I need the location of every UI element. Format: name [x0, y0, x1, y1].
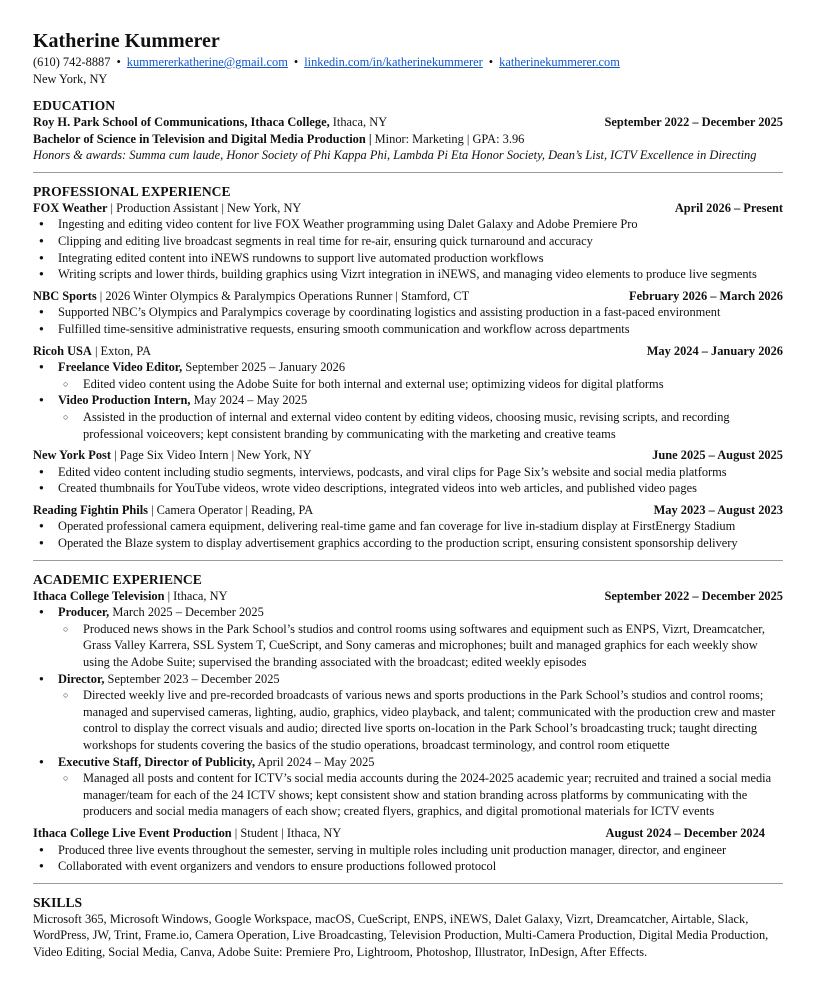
org-name: New York Post: [33, 448, 112, 463]
sub-bullet: ○ Managed all posts and content for ICTV’s social media accounts during the 2024-2025 academic year; recruited and trained a social media manager/team for each of the 24 ICTV shows; kept consistent show and station branding across platforms by communicating with the producers and social media managers of each show; created flyers, graphics, and digital promotional materials for ICTV events: [33, 770, 783, 820]
sub-bullet: ○ Directed weekly live and pre-recorded broadcasts of various news and sports productions in the Park School’s studios and control rooms; managed and supervised cameras, lighting, audio, graphics, video playback, and talent; communicated with the production crew and master control to display the correct visuals and audio; directed live sports on-location in the Park School’s broadcasting truck; taught directing workshops for students covering the basics of the studio operations, broadcast terminology, and control room etiquette: [33, 687, 783, 753]
job-details: | Page Six Video Intern | New York, NY: [111, 448, 312, 463]
bullet: ● Ingesting and editing video content for live FOX Weather programming using Dalet Galaxy and Adobe Premiere Pro: [33, 216, 783, 233]
bullet: ● Operated professional camera equipment, delivering real-time game and fan coverage for live in-stadium display at FirstEnergy Stadium: [33, 518, 783, 535]
org-name: FOX Weather: [33, 200, 108, 215]
job-ricoh: [33, 343, 783, 443]
degree: Bachelor of Science in Television and Digital Media Production |: [33, 131, 372, 146]
bullet: ● Supported NBC’s Olympics and Paralympics coverage by coordinating logistics and assisting production in a fast-paced environment: [33, 304, 783, 321]
bullet: ● Collaborated with event organizers and vendors to ensure productions followed protocol: [33, 858, 783, 875]
job-details: | Camera Operator | Reading, PA: [147, 502, 314, 517]
bullet: ● Clipping and editing live broadcast segments in real time for re-air, ensuring quick turnaround and accuracy: [33, 233, 783, 250]
candidate-name: Katherine Kummerer: [33, 30, 220, 52]
role: [33, 392, 783, 409]
job-details: | Student | Ithaca, NY: [231, 825, 342, 840]
job-dates: May 2024 – January 2026: [646, 343, 783, 358]
separator: •: [116, 55, 121, 69]
job-phils: [33, 502, 783, 552]
divider: [33, 560, 783, 561]
degree-row: [33, 131, 783, 148]
professional-heading: PROFESSIONAL EXPERIENCE: [33, 183, 231, 199]
job-ictv: [33, 588, 783, 820]
location: New York, NY: [33, 71, 108, 86]
role: [33, 604, 783, 621]
job-dates: May 2023 – August 2023: [653, 502, 783, 517]
sub-bullet: ○ Produced news shows in the Park School’s studios and control rooms using softwares and equipment such as ENPS, Vizrt, Dreamcatcher, Grass Valley Karrera, SSL System T, CueScript, and Sony cameras and microphones; built and managed graphics for each weekly show using the Adobe Suite; supervised the branding associated with the broadcast; edited weekly episodes: [33, 621, 783, 671]
job-nypost: [33, 447, 783, 497]
org-name: Ricoh USA: [33, 343, 92, 358]
skills-heading: SKILLS: [33, 894, 83, 910]
role-dates: September 2025 – January 2026: [182, 360, 346, 375]
job-dates: September 2022 – December 2025: [604, 588, 783, 603]
bullet: ● Writing scripts and lower thirds, building graphics using Vizrt integration in iNEWS, and managing video elements to produce live segments: [33, 266, 783, 283]
job-dates: August 2024 – December 2024: [605, 825, 765, 840]
academic-heading: ACADEMIC EXPERIENCE: [33, 571, 202, 587]
role-title: Director,: [58, 671, 105, 686]
sub-bullet: ○ Assisted in the production of internal and external video content by editing videos, choosing music, revising scripts, and recording professional voiceovers; kept consistent branding by communicating with the marketing and creative teams: [33, 409, 783, 442]
role-dates: April 2024 – May 2025: [255, 754, 375, 769]
role-title: Freelance Video Editor,: [58, 360, 183, 375]
job-dates: February 2026 – March 2026: [629, 288, 783, 303]
education-school-row: [33, 114, 783, 131]
school-name: Roy H. Park School of Communications, Ithaca College,: [33, 115, 330, 129]
linkedin-link[interactable]: linkedin.com/in/katherinekummerer: [304, 55, 483, 69]
role: [33, 754, 783, 771]
contact-line: [33, 54, 783, 71]
job-live-event: [33, 825, 783, 875]
role-dates: September 2023 – December 2025: [104, 671, 280, 686]
degree-details: Minor: Marketing | GPA: 3.96: [371, 131, 525, 146]
bullet: ● Created thumbnails for YouTube videos, wrote video descriptions, integrated videos into web articles, and published video pages: [33, 480, 783, 497]
job-details: | Exton, PA: [91, 343, 152, 358]
role-title: Executive Staff, Director of Publicity,: [58, 754, 256, 769]
bullet: ● Edited video content including studio segments, interviews, podcasts, and viral clips for Page Six’s website and social media platforms: [33, 464, 783, 481]
job-nbc: [33, 288, 783, 338]
phone: (610) 742-8887: [33, 55, 111, 69]
divider: [33, 172, 783, 173]
role-title: Video Production Intern,: [58, 393, 191, 408]
job-details: | Ithaca, NY: [164, 588, 228, 603]
email-link[interactable]: kummererkatherine@gmail.com: [126, 55, 288, 69]
org-name: NBC Sports: [33, 288, 97, 303]
education-heading: EDUCATION: [33, 98, 116, 113]
education-dates: September 2022 – December 2025: [604, 115, 783, 129]
role-dates: May 2024 – May 2025: [190, 393, 308, 408]
website-link[interactable]: katherinekummerer.com: [499, 55, 620, 69]
job-details: | Production Assistant | New York, NY: [107, 200, 302, 215]
role: [33, 359, 783, 376]
job-fox: [33, 200, 783, 283]
org-name: Ithaca College Television: [33, 588, 165, 603]
school-location: Ithaca, NY: [329, 115, 388, 129]
job-dates: April 2026 – Present: [674, 200, 783, 215]
separator: •: [293, 55, 299, 69]
role-title: Producer,: [58, 605, 110, 620]
org-name: Ithaca College Live Event Production: [33, 825, 232, 840]
role: [33, 671, 783, 688]
divider: [33, 883, 783, 884]
job-details: | 2026 Winter Olympics & Paralympics Operations Runner | Stamford, CT: [96, 288, 470, 303]
sub-bullet: ○ Edited video content using the Adobe Suite for both internal and external use; optimizing videos for digital platforms: [33, 376, 783, 393]
job-dates: June 2025 – August 2025: [652, 448, 783, 463]
honors: Honors & awards: Summa cum laude, Honor Society of Phi Kappa Phi, Lambda Pi Eta Honor Society, Dean’s List, ICTV Excellence in Directing: [33, 148, 757, 163]
bullet: ● Integrating edited content into iNEWS rundowns to support live automated production workflows: [33, 250, 783, 267]
skills-list: Microsoft 365, Microsoft Windows, Google Workspace, macOS, CueScript, ENPS, iNEWS, Dalet Galaxy, Vizrt, Dreamcatcher, Airtable, Slack, WordPress, JW, Trint, Frame.io, Camera Operation, Live Broadcasting, Television Production, Multi-Camera Production, Digital Media Production, Video Editing, Social Media, Canva, Adobe Suite: Premiere Pro, Lightroom, Photoshop, Illustrator, InDesign, After Effects.: [33, 911, 769, 959]
separator: •: [488, 55, 494, 69]
role-dates: March 2025 – December 2025: [109, 605, 264, 620]
bullet: ● Operated the Blaze system to display advertisement graphics according to the production script, ensuring consistent sponsorship delivery: [33, 535, 783, 552]
bullet: ● Produced three live events throughout the semester, serving in multiple roles including unit production manager, director, and engineer: [33, 842, 783, 859]
org-name: Reading Fightin Phils: [33, 502, 148, 517]
bullet: ● Fulfilled time-sensitive administrative requests, ensuring smooth communication and workflow across departments: [33, 321, 783, 338]
